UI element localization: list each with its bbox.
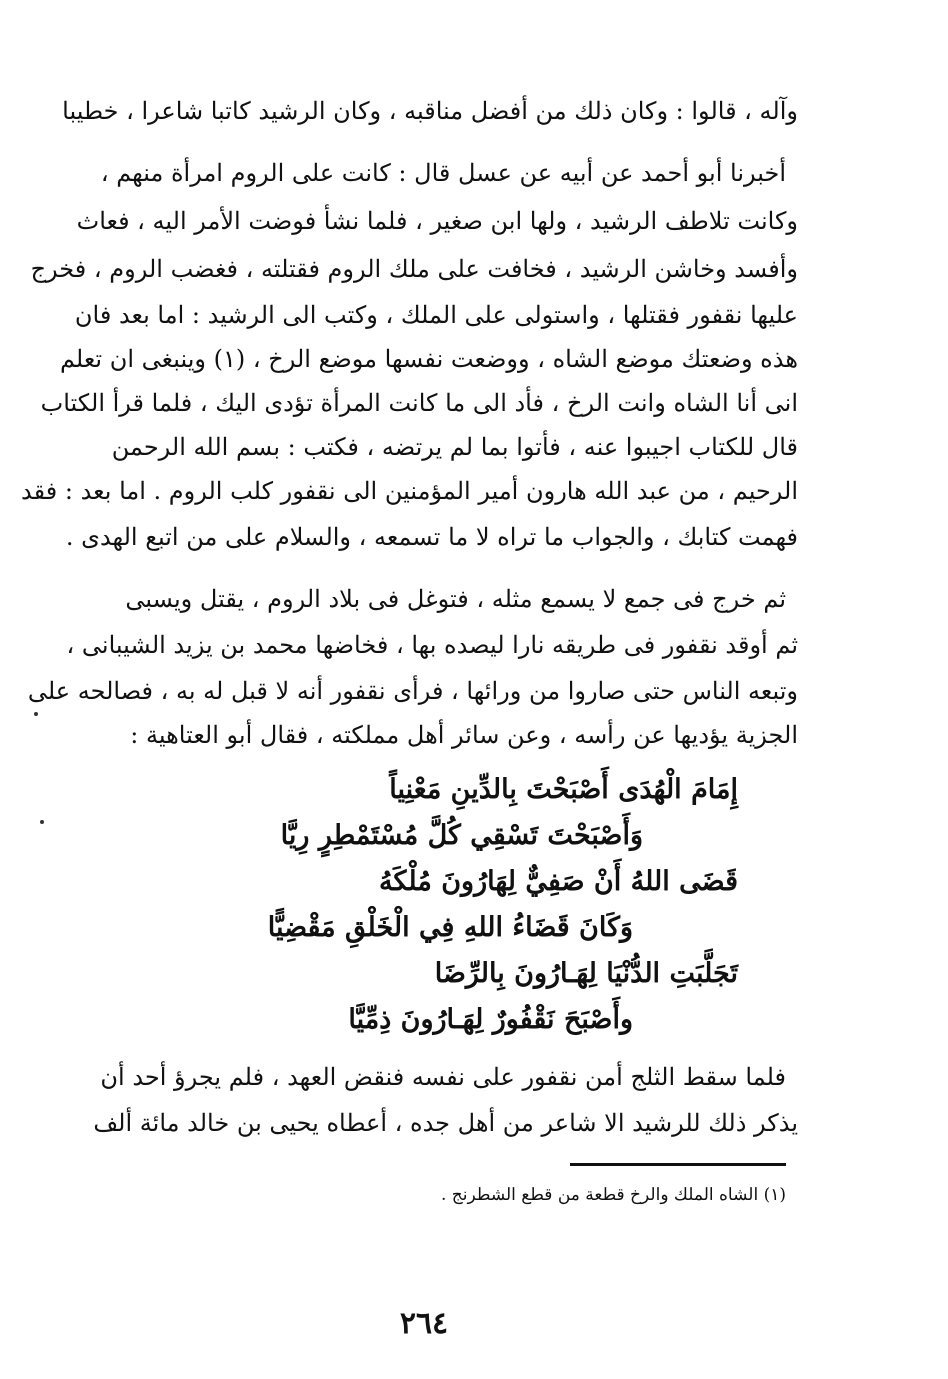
poem-verse: تَجَلَّبَتِ الدُّنْيَا لِهَـارُونَ بِالرِّضَا: [434, 958, 738, 989]
text-line: وأفسد وخاشن الرشيد ، فخافت على ملك الروم فقتلته ، فغضب الروم ، فخرج: [30, 255, 798, 283]
text-line: يذكر ذلك للرشيد الا شاعر من أهل جده ، أعطاه يحيى بن خالد مائة ألف: [93, 1109, 798, 1137]
text-line: هذه وضعتك موضع الشاه ، ووضعت نفسها موضع الرخ ، (١) وينبغى ان تعلم: [59, 345, 798, 373]
text-line: أخبرنا أبو أحمد عن أبيه عن عسل قال : كانت على الروم امرأة منهم ،: [100, 159, 786, 187]
footnote: (١) الشاه الملك والرخ قطعة من قطع الشطرنج .: [440, 1185, 786, 1205]
text-line: فهمت كتابك ، والجواب ما تراه لا ما تسمعه ، والسلام على من اتبع الهدى .: [65, 523, 798, 551]
text-line: قال للكتاب اجيبوا عنه ، فأتوا بما لم يرتضه ، فكتب : بسم الله الرحمن: [111, 433, 798, 461]
text-line: ثم خرج فى جمع لا يسمع مثله ، فتوغل فى بلاد الروم ، يقتل ويسبى: [125, 585, 786, 613]
text-line: فلما سقط الثلج أمن نقفور على نفسه فنقض العهد ، فلم يجرؤ أحد أن: [100, 1063, 786, 1091]
poem-verse: وَكَانَ قَضَاءُ اللهِ فِي الْخَلْقِ مَقْضِيًّا: [267, 912, 633, 943]
page-number: ٢٦٤: [399, 1306, 449, 1341]
poem-verse: وأَصْبَحَ نَقْفُورٌ لِهَـارُونَ ذِمِّيَّا: [348, 1004, 633, 1035]
text-line: عليها نقفور فقتلها ، واستولى على الملك ، وكتب الى الرشيد : اما بعد فان: [74, 301, 798, 329]
text-line: وكانت تلاطف الرشيد ، ولها ابن صغير ، فلما نشأ فوضت الأمر اليه ، فعاث: [76, 207, 798, 235]
text-line: الجزية يؤديها عن رأسه ، وعن سائر أهل مملكته ، فقال أبو العتاهية :: [130, 721, 798, 749]
text-line: الرحيم ، من عبد الله هارون أمير المؤمنين الى نقفور كلب الروم . اما بعد : فقد: [21, 477, 798, 505]
text-line: وآله ، قالوا : وكان ذلك من أفضل مناقبه ، وكان الرشيد كاتبا شاعرا ، خطيبا: [62, 97, 798, 125]
text-line: ثم أوقد نقفور فى طريقه نارا ليصده بها ، فخاضها محمد بن يزيد الشيبانى ،: [66, 631, 798, 659]
poem-verse: وَأَصْبَحْتَ تَسْقِي كُلَّ مُسْتَمْطِرٍ رِيَّا: [280, 820, 643, 851]
scan-speck: [40, 820, 44, 824]
poem-verse: قَضَى اللهُ أَنْ صَفِيٌّ لِهَارُونَ مُلْكَهُ: [379, 866, 738, 897]
scan-speck: [34, 712, 38, 716]
text-line: وتبعه الناس حتى صاروا من ورائها ، فرأى نقفور أنه لا قبل له به ، فصالحه على: [27, 677, 798, 705]
text-line: انى أنا الشاه وانت الرخ ، فأد الى ما كانت المرأة تؤدى اليك ، فلما قرأ الكتاب: [40, 389, 798, 417]
footnote-divider: [570, 1163, 786, 1166]
poem-verse: إِمَامَ الْهُدَى أَصْبَحْتَ بِالدِّينِ مَعْنِياً: [389, 774, 738, 805]
